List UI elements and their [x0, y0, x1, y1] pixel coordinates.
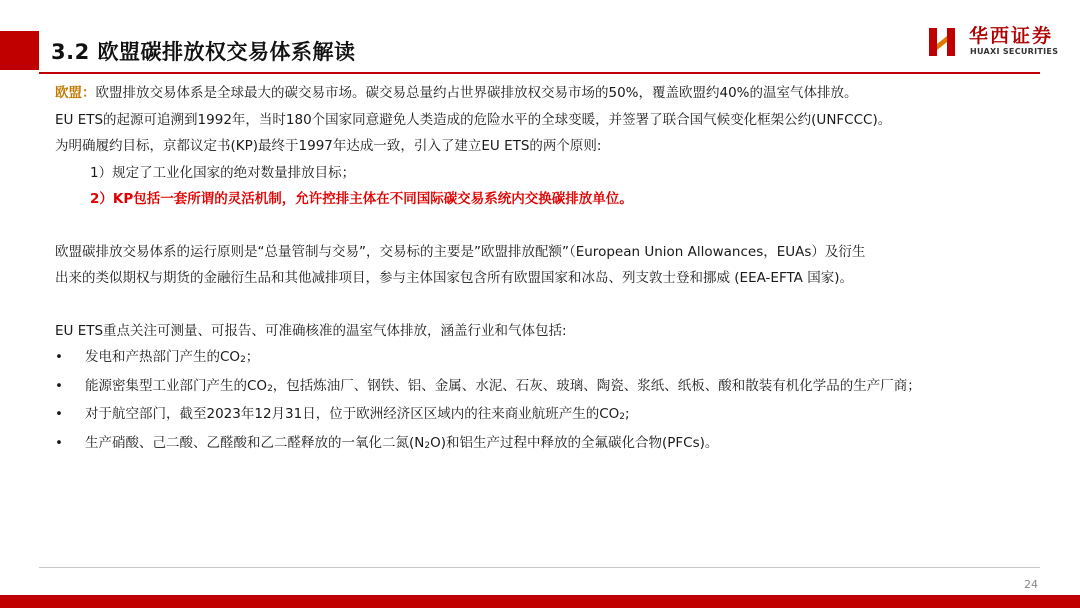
intro-lead: 欧盟：: [55, 85, 96, 101]
coverage-intro: EU ETS重点关注可测量、可报告、可准确核准的温室气体排放，涵盖行业和气体包括:: [55, 322, 567, 339]
bullet-icon: •: [55, 349, 63, 365]
bullet-3-end: ;: [625, 406, 630, 422]
bullet-1-text: 发电和产热部门产生的CO: [85, 349, 241, 365]
bullet-2-text: 能源密集型工业部门产生的CO: [85, 377, 268, 394]
origin-line-1: EU ETS的起源可追溯到1992年，当时180个国家同意避免人类造成的危险水平的全球变暖，并签署了联合国气候变化框架公约(UNFCCC)。: [55, 111, 892, 128]
bullet-4-text: 生产硝酸、己二酸、乙醛酸和乙二醛释放的一氧化二氮(N: [85, 434, 425, 451]
operation-line-1: 欧盟碳排放交易体系的运行原则是“总量管制与交易”，交易标的主要是”欧盟排放配额”（European Union Allowances，EUAs）及衍生: [55, 243, 866, 260]
subscript: 2: [424, 440, 431, 451]
intro-paragraph: [55, 80, 1040, 107]
bullet-1-end: ；: [245, 349, 260, 365]
subscript: 2: [267, 383, 273, 394]
list-item: [55, 430, 1040, 459]
page-title: 3.2 欧盟碳排放权交易体系解读: [51, 40, 356, 64]
origin-line-2: 为明确履约目标，京都议定书(KP)最终于1997年达成一致，引入了建立EU ETS的两个原则:: [55, 138, 602, 154]
bullet-icon: •: [55, 377, 63, 394]
slide-content: [55, 80, 1040, 458]
bullet-4-end: O)和铝生产过程中释放的全氟碳化合物(PFCs)。: [430, 434, 719, 451]
bullet-icon: •: [55, 406, 63, 422]
operation-line-2: 出来的类似期权与期货的金融衍生品和其他减排项目，参与主体国家包含所有欧盟国家和冰岛、列支敦士登和挪威 (EEA-EFTA 国家)。: [55, 270, 853, 286]
spacer: [55, 292, 1040, 318]
huaxi-logo-icon: [927, 24, 959, 58]
company-logo: [927, 22, 1062, 62]
logo-chinese-name: 华西证券: [969, 25, 1054, 47]
bullet-3-text: 对于航空部门，截至2023年12月31日，位于欧洲经济区区域内的往来商业航班产生的CO: [85, 406, 620, 422]
footer-divider: [39, 567, 1040, 568]
bullet-icon: •: [55, 434, 63, 451]
list-item: [55, 373, 1040, 402]
page-number: 24: [1024, 578, 1038, 591]
bullet-2-end: ，包括炼油厂、钢铁、铝、金属、水泥、石灰、玻璃、陶瓷、浆纸、纸板、酸和散装有机化学品的生产厂商；: [272, 377, 921, 394]
subscript: 2: [619, 412, 625, 422]
subscript: 2: [240, 355, 246, 365]
principle-1: 1）规定了工业化国家的绝对数量排放目标；: [90, 164, 356, 181]
title-underline: [39, 72, 1040, 74]
list-item: [55, 344, 1040, 373]
footer-accent-bar: [0, 595, 1080, 608]
list-item: [55, 401, 1040, 430]
title-accent-block: [0, 31, 39, 70]
spacer: [55, 213, 1040, 239]
intro-text: 欧盟排放交易体系是全球最大的碳交易市场。碳交易总量约占世界碳排放权交易市场的50%，覆盖欧盟约40%的温室气体排放。: [95, 85, 858, 101]
logo-english-name: HUAXI SECURITIES: [970, 47, 1059, 56]
principle-2: 2）KP包括一套所谓的灵活机制，允许控排主体在不同国际碳交易系统内交换碳排放单位。: [90, 191, 633, 207]
